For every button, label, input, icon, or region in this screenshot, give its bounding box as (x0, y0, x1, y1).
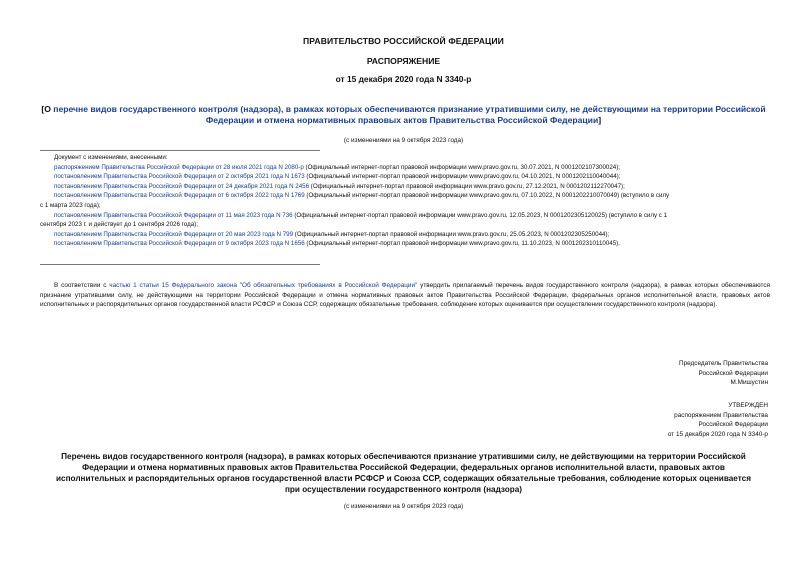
amendment-continuation: с 1 марта 2023 года); (40, 201, 101, 209)
body-text-rest: утвердить прилагаемый перечень видов государственного контроля (надзора), в рамках которых обеспечиваются признание утратившими силу, не действующими на территории Российской Федерации и отмена нормативных правовых актов Правительства Российской Федерации, федеральных органов исполнительной власти, правовых актов исполнительных и распорядительных органов государственной власти РСФСР и Союза ССР, содержащих обязательные требования, соблюдение которых оценивается при осуществлении государственного контроля (надзора). (40, 282, 770, 309)
amendment-text: (Официальный интернет-портал правовой информации www.pravo.gov.ru, 30.07.2021, N 0001202107300024); (303, 163, 620, 171)
document-date-number: от 15 декабря 2020 года N 3340-р (335, 74, 472, 84)
amendment-text: (Официальный интернет-портал правовой информации www.pravo.gov.ru, 27.12.2021, N 0001202112270047); (309, 182, 625, 190)
amendment-link[interactable]: постановлением Правительства Российской Федерации от 9 октября 2023 года N 1656 (54, 240, 305, 248)
approval-basis: распоряжением Правительства (674, 411, 768, 419)
federal-law-link[interactable]: частью 1 статьи 15 Федерального закона "Об обязательных требованиях в Российской Федерации" (109, 282, 418, 289)
title-open-bracket: [О (41, 104, 54, 114)
amendments-block (40, 153, 767, 249)
list-title: Перечень видов государственного контроля (надзора), в рамках которых обеспечиваются признание утратившими силу, не действующими на территории Российской Федерации и отмена нормативных правовых актов Правительства Российской Федерации, федеральных органов исполнительной власти, правовых актов исполнительных и распорядительных органов государственной власти РСФСР и Союза ССР, содержащих обязательные требования, соблюдение которых оценивается при осуществлении государственного контроля (надзора) (56, 452, 751, 494)
amendment-link[interactable]: постановлением Правительства Российской Федерации от 2 октября 2021 года N 1673 (54, 173, 305, 181)
signature-name: М.Мишустин (730, 379, 768, 387)
amendment-link[interactable]: распоряжением Правительства Российской Федерации от 28 июля 2021 года N 2080-р (54, 163, 304, 171)
amendment-text: (Официальный интернет-портал правовой информации www.pravo.gov.ru, 12.05.2023, N 0001202305120025) (вступило в силу с 1 (292, 211, 668, 219)
document-title (40, 104, 767, 126)
approval-status: УТВЕРЖДЕН (728, 402, 768, 409)
amendments-bottom-divider (40, 264, 320, 265)
amendment-item (40, 230, 767, 240)
approval-organization: Российской Федерации (698, 421, 768, 429)
government-header: ПРАВИТЕЛЬСТВО РОССИЙСКОЙ ФЕДЕРАЦИИ (303, 36, 504, 46)
signature-block (560, 359, 768, 388)
amendment-continuation: сентября 2023 г. и действует до 1 сентября 2026 года); (40, 221, 198, 229)
amendment-item (40, 239, 767, 249)
body-text-start: В соответствии с (54, 282, 110, 289)
amendments-intro: Документ с изменениями, внесенными: (54, 154, 168, 161)
amendment-item (40, 211, 767, 221)
amendment-link[interactable]: постановлением Правительства Российской Федерации от 20 мая 2023 года N 799 (54, 230, 294, 238)
approval-block (560, 401, 768, 439)
amendment-text: (Официальный интернет-портал правовой информации www.pravo.gov.ru, 25.05.2023, N 0001202305250044); (293, 230, 610, 238)
approval-date: от 15 декабря 2020 года N 3340-р (667, 430, 768, 438)
amendments-top-divider (40, 150, 320, 151)
amendment-text: (Официальный интернет-портал правовой информации www.pravo.gov.ru, 07.10.2022, N 0001202210070049) (вступило в силу (304, 192, 670, 200)
amendment-item (40, 172, 767, 182)
order-body-paragraph (40, 281, 770, 310)
document-type: РАСПОРЯЖЕНИЕ (366, 56, 441, 66)
amendment-item (40, 163, 767, 173)
title-link[interactable]: перечне видов государственного контроля (надзора), в рамках которых обеспечиваются признание утратившими силу, не действующими на территории Российской Федерации и отмена нормативных правовых актов Правительства Российской Федерации (53, 104, 766, 125)
amendment-link[interactable]: постановлением Правительства Российской Федерации от 24 декабря 2021 года N 2456 (54, 182, 310, 190)
amendment-text: (Официальный интернет-портал правовой информации www.pravo.gov.ru, 04.10.2021, N 0001202110040044); (304, 173, 621, 181)
signature-organization: Российской Федерации (698, 369, 768, 377)
signature-position: Председатель Правительства (679, 360, 768, 367)
amendment-item (40, 182, 767, 192)
amendment-text: (Официальный интернет-портал правовой информации www.pravo.gov.ru, 11.10.2023, N 0001202310110045). (304, 240, 620, 248)
amendment-link[interactable]: постановлением Правительства Российской Федерации от 11 мая 2023 года N 736 (54, 211, 293, 219)
title-close-bracket: ] (598, 115, 602, 125)
amendment-item (40, 191, 767, 201)
edition-note: (с изменениями на 9 октября 2023 года) (343, 137, 464, 144)
list-edition-note: (с изменениями на 9 октября 2023 года) (343, 503, 464, 510)
amendment-link[interactable]: постановлением Правительства Российской Федерации от 6 октября 2022 года N 1769 (54, 192, 305, 200)
